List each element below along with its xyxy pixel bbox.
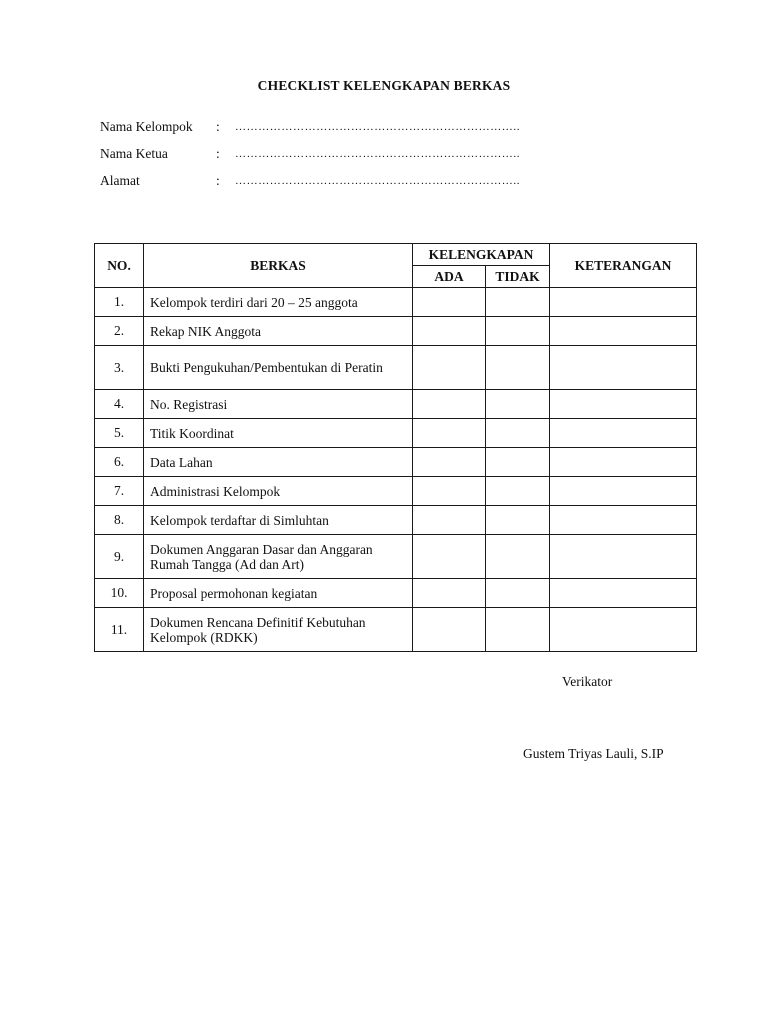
keterangan-cell[interactable] [550,317,697,346]
row-number: 9. [95,535,144,579]
field-label: Nama Kelompok [100,119,193,134]
tidak-cell[interactable] [486,608,550,652]
keterangan-cell[interactable] [550,506,697,535]
row-number: 8. [95,506,144,535]
row-berkas: Bukti Pengukuhan/Pembentukan di Peratin [144,346,413,390]
tidak-cell[interactable] [486,346,550,390]
header-kelengkapan: KELENGKAPAN [413,244,550,266]
row-berkas: Rekap NIK Anggota [144,317,413,346]
field-blank: ……………………………………………………………….. [235,175,521,187]
keterangan-cell[interactable] [550,390,697,419]
tidak-cell[interactable] [486,477,550,506]
row-berkas: Kelompok terdiri dari 20 – 25 anggota [144,288,413,317]
row-number: 11. [95,608,144,652]
keterangan-cell[interactable] [550,419,697,448]
table-row [95,317,697,346]
row-number: 5. [95,419,144,448]
table-row [95,390,697,419]
table-row [95,579,697,608]
header-tidak: TIDAK [486,266,550,288]
keterangan-cell[interactable] [550,477,697,506]
row-number: 4. [95,390,144,419]
ada-cell[interactable] [413,506,486,535]
header-berkas: BERKAS [144,244,413,288]
ada-cell[interactable] [413,419,486,448]
ada-cell[interactable] [413,448,486,477]
table-row [95,346,697,390]
keterangan-cell[interactable] [550,346,697,390]
keterangan-cell[interactable] [550,535,697,579]
tidak-cell[interactable] [486,448,550,477]
ada-cell[interactable] [413,346,486,390]
ada-cell[interactable] [413,579,486,608]
table-row [95,608,697,652]
row-berkas: Dokumen Anggaran Dasar dan Anggaran Rumah Tangga (Ad dan Art) [144,535,413,579]
row-number: 3. [95,346,144,390]
table-row [95,448,697,477]
tidak-cell[interactable] [486,535,550,579]
row-number: 10. [95,579,144,608]
field-colon: : [216,146,220,161]
row-number: 2. [95,317,144,346]
field-label: Alamat [100,173,140,188]
table-row [95,477,697,506]
ada-cell[interactable] [413,608,486,652]
document-title: CHECKLIST KELENGKAPAN BERKAS [257,78,511,93]
field-blank: ……………………………………………………………….. [235,148,521,160]
keterangan-cell[interactable] [550,608,697,652]
row-berkas: Proposal permohonan kegiatan [144,579,413,608]
ada-cell[interactable] [413,535,486,579]
tidak-cell[interactable] [486,288,550,317]
field-nama-kelompok [100,118,580,136]
tidak-cell[interactable] [486,579,550,608]
row-berkas: Dokumen Rencana Definitif Kebutuhan Kelompok (RDKK) [144,608,413,652]
row-number: 1. [95,288,144,317]
row-number: 6. [95,448,144,477]
tidak-cell[interactable] [486,506,550,535]
tidak-cell[interactable] [486,390,550,419]
header-ada: ADA [413,266,486,288]
table-row [95,419,697,448]
row-berkas: Administrasi Kelompok [144,477,413,506]
signature-role: Verikator [562,674,613,689]
row-berkas: Kelompok terdaftar di Simluhtan [144,506,413,535]
field-nama-ketua [100,145,580,163]
field-colon: : [216,119,220,134]
ada-cell[interactable] [413,317,486,346]
tidak-cell[interactable] [486,419,550,448]
ada-cell[interactable] [413,477,486,506]
keterangan-cell[interactable] [550,448,697,477]
ada-cell[interactable] [413,288,486,317]
table-row [95,288,697,317]
field-colon: : [216,173,220,188]
field-blank: ……………………………………………………………….. [235,121,521,133]
header-no: NO. [95,244,144,288]
table-row [95,535,697,579]
field-alamat [100,172,580,190]
tidak-cell[interactable] [486,317,550,346]
ada-cell[interactable] [413,390,486,419]
keterangan-cell[interactable] [550,288,697,317]
keterangan-cell[interactable] [550,579,697,608]
header-keterangan: KETERANGAN [550,244,697,288]
row-berkas: No. Registrasi [144,390,413,419]
field-label: Nama Ketua [100,146,168,161]
row-berkas: Titik Koordinat [144,419,413,448]
row-number: 7. [95,477,144,506]
row-berkas: Data Lahan [144,448,413,477]
checklist-table [94,243,697,652]
signature-name: Gustem Triyas Lauli, S.IP [523,746,664,761]
table-row [95,506,697,535]
